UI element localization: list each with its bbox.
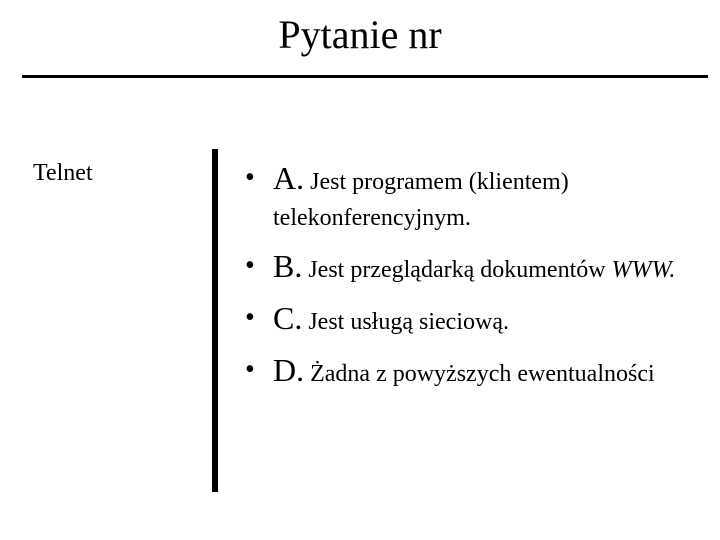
answer-list bbox=[245, 160, 705, 392]
answer-option-d[interactable] bbox=[245, 352, 705, 392]
answer-text-italic: WWW. bbox=[611, 257, 676, 283]
answer-letter: D. bbox=[273, 352, 305, 388]
answer-letter: A. bbox=[273, 160, 305, 196]
vertical-divider bbox=[212, 149, 218, 492]
answer-text: Jest programem (klientem) telekonferencyjnym. bbox=[273, 169, 569, 231]
bullet-icon: • bbox=[245, 302, 255, 333]
answer-letter: C. bbox=[273, 300, 303, 336]
bullet-icon: • bbox=[245, 250, 255, 281]
topic-label: Telnet bbox=[33, 160, 93, 186]
answer-option-b[interactable] bbox=[245, 248, 705, 288]
bullet-icon: • bbox=[245, 162, 255, 193]
answer-text: Jest przeglądarką dokumentów bbox=[302, 257, 612, 283]
slide-title: Pytanie nr bbox=[278, 12, 442, 57]
answer-option-a[interactable] bbox=[245, 160, 705, 236]
bullet-icon: • bbox=[245, 354, 255, 385]
answer-letter: B. bbox=[273, 248, 303, 284]
answer-option-c[interactable] bbox=[245, 300, 705, 340]
answer-text: Jest usługą sieciową. bbox=[302, 309, 509, 335]
title-divider bbox=[22, 75, 708, 78]
answer-text: Żadna z powyższych ewentualności bbox=[304, 361, 655, 387]
